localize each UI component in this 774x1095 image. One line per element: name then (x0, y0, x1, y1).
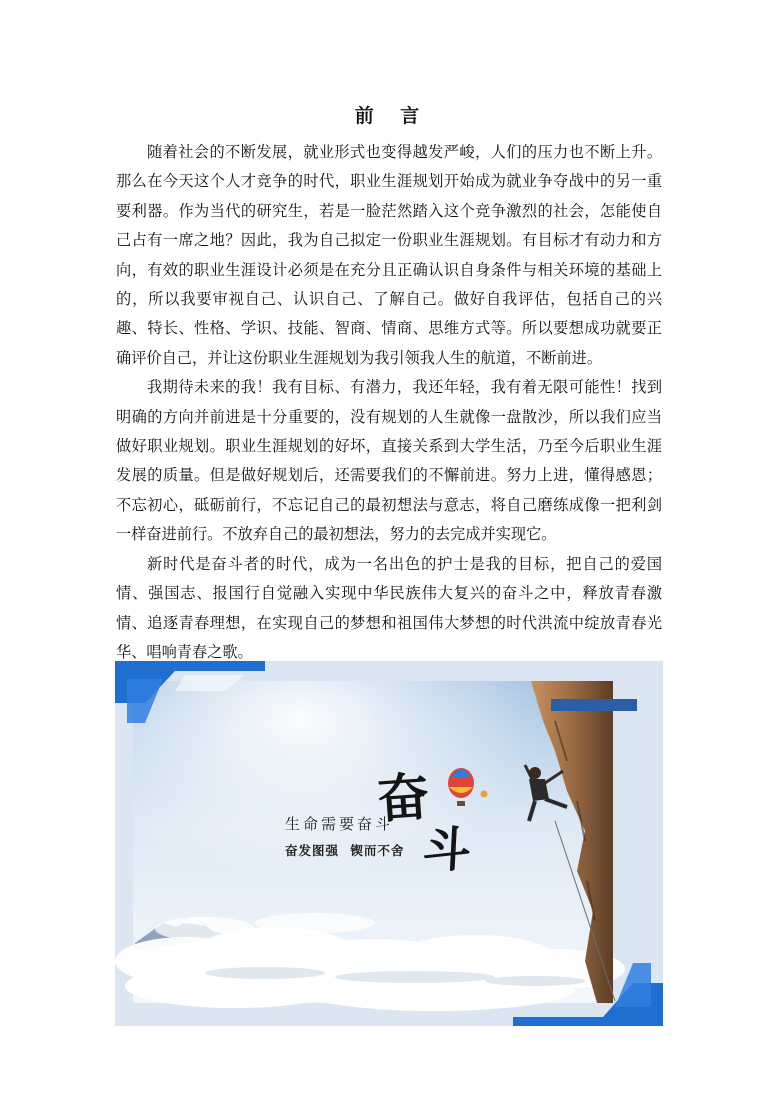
paragraph-3: 新时代是奋斗者的时代，成为一名出色的护士是我的目标，把自己的爱国情、强国志、报国行自觉融入实现中华民族伟大复兴的奋斗之中，释放青春激情、追逐青春理想，在实现自己的梦想和祖国伟大梦想的时代洪流中绽放青春光华、唱响青春之歌。 (116, 554, 662, 661)
poster-image (115, 661, 663, 1026)
page-title: 前 言 (354, 105, 430, 127)
paragraph-1: 随着社会的不断发展，就业形式也变得越发严峻，人们的压力也不断上升。那么在今天这个人才竞争的时代，职业生涯规划开始成为就业争夺战中的另一重要利器。作为当代的研究生，若是一脸茫然踏入这个竞争激烈的社会，怎能使自己占有一席之地？因此，我为自己拟定一份职业生涯规划。有目标才有动力和方向，有效的职业生涯设计必须是在充分且正确认识自身条件与相关环境的基础上的，所以我要审视自己、认识自己、了解自己。做好自我评估，包括自己的兴趣、特长、性格、学识、技能、智商、情商、思维方式等。所以要想成功就要正确评价自己，并让这份职业生涯规划为我引领我人生的航道，不断前进。 (116, 143, 662, 367)
poster-big-char-1: 奋 (375, 766, 432, 831)
poster-slogan (285, 841, 410, 859)
poster-slogan-part2: 锲而不舍 (350, 843, 405, 858)
poster-slogan-part1: 奋发图强 (285, 843, 340, 858)
brand-badge (551, 699, 637, 711)
poster-big-char-2: 斗 (421, 820, 473, 880)
preface-body (116, 138, 662, 667)
paragraph-2: 我期待未来的我！我有目标、有潜力，我还年轻，我有着无限可能性！找到明确的方向并前进是十分重要的，没有规划的人生就像一盘散沙，所以我们应当做好职业规划。职业生涯规划的好坏，直接关系到大学生活，乃至今后职业生涯发展的质量。但是做好规划后，还需要我们的不懈前进。努力上进，懂得感恩；不忘初心，砥砺前行，不忘记自己的最初想法与意志，将自己磨练成像一把利剑一样奋进前行。不放弃自己的最初想法，努力的去完成并实现它。 (116, 378, 662, 544)
small-balloon-icon (481, 791, 488, 798)
poster-headline: 生命需要奋斗 (285, 815, 394, 833)
